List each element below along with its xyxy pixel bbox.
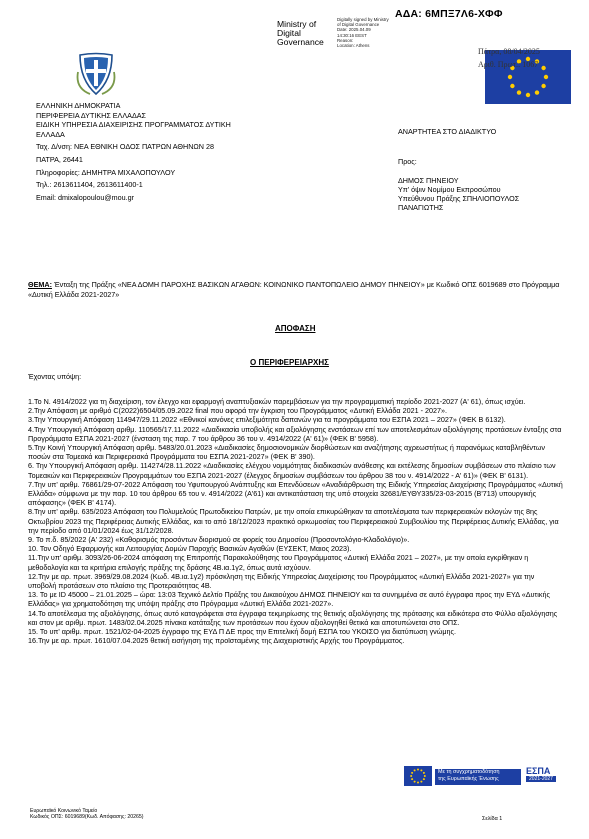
- protocol-date: Πάτρα, 08/04/2025: [478, 47, 540, 56]
- sender-phone: Τηλ.: 2613611404, 2613611400-1: [36, 180, 143, 190]
- sender-line: ΕΛΛΑΔΑ: [36, 129, 65, 139]
- cofunding-logo: [404, 766, 572, 794]
- ministry-line: Digital: [277, 28, 301, 38]
- recipient-line: Υπεύθυνου Πράξης ΣΠΗΛΙΟΠΟΥΛΟΣ: [398, 194, 520, 203]
- ministry-line: Governance: [277, 37, 324, 47]
- eu-flag: [485, 50, 571, 104]
- sender-line: ΕΛΛΗΝΙΚΗ ΔΗΜΟΚΡΑΤΙΑ: [36, 101, 121, 110]
- recipient-line: ΠΑΝΑΓΙΩΤΗΣ: [398, 203, 444, 212]
- recipient-line: Υπ' όψιν Νομίμου Εκπροσώπου: [398, 185, 501, 194]
- sender-address: Ταχ. Δ/νση: ΝΕΑ ΕΘΝΙΚΗ ΟΔΟΣ ΠΑΤΡΩΝ ΑΘΗΝΩΝ 28: [36, 142, 214, 152]
- sender-info: Πληροφορίες: ΔΗΜΗΤΡΑ ΜΙΧΑΛΟΠΟΥΛΟΥ: [36, 167, 176, 177]
- eu-mini-flag-icon: [404, 766, 432, 786]
- sender-block: [36, 101, 306, 202]
- digital-signature: [337, 17, 389, 48]
- list-item: 6. Την Υπουργική Απόφαση αριθμ. 114274/28.11.2022 «Διαδικασίες ελέγχου νομιμότητας διαδικασιών ανάθεσης και εκτέλεσης δημοσίων συμβάσεων στο πλαίσιο των Τομεακών και Περιφερειακών Προγραμμάτων του ΕΣΠΑ 2021-2027 (έλεγχος δημοσίων συμβάσεων του άρθρου 38 του ν. 4914/2022 - Α' 61)» (ΦΕΚ Β' 6131).: [28, 461, 556, 480]
- cofunding-line: της Ευρωπαϊκής Ένωσης: [438, 776, 499, 782]
- ada-code: ΑΔΑ: 6ΜΠΞ7Λ6-ΧΦΦ: [395, 8, 503, 20]
- footer-info: [30, 808, 143, 821]
- ministry-label: [277, 20, 324, 47]
- list-item: 14.Το αποτέλεσμα της αξιολόγησης, όπως αυτό καταγράφεται στα έγγραφα τεκμηρίωσης της θετικής αξιολόγησης της πρότασης και ειδικότερα στο Φύλλο αξιολόγησης και στον με αριθμ. πρωτ. 1483/02.04.2025 πίνακα κατάταξης των προτάσεων που έχουν αξιολογηθεί θετικά και αποτυπώνεται στο ΟΠΣ.: [28, 608, 558, 627]
- decision-heading: ΑΠΟΦΑΣΗ: [275, 324, 316, 333]
- espa-logo: [526, 766, 572, 790]
- sender-email: Email: dmixalopoulou@mou.gr: [36, 192, 134, 202]
- recipient-label: Προς:: [398, 157, 417, 166]
- list-item: 11.Την υπ' αριθμ. 3093/26-06-2024 απόφαση της Επιτροπής Παρακολούθησης του Προγράμματος «Δυτική Ελλάδα 2021 – 2027», με την οποία εγκρίθηκαν η μεθοδολογία και τα κριτήρια επιλογής πράξης της δράσης 4Β.ια.1γ2, όπως αυτά ισχύουν.: [28, 553, 529, 572]
- signature-line: Location: Athens: [337, 43, 370, 49]
- list-item: 3.Την Υπουργική Απόφαση 114947/29.11.2022 «Εθνικοί κανόνες επιλεξιμότητα δαπανών για τα προγράμματα του ΕΣΠΑ 2021 – 2027» (ΦΕΚ Β 6132).: [28, 415, 506, 425]
- signature-line: Reason:: [337, 37, 354, 43]
- subject: [28, 280, 573, 299]
- protocol-number: Αριθ. Πρωτ.: 1067: [478, 60, 539, 69]
- list-item: 12.Την με αρ. πρωτ. 3969/29.08.2024 (Κωδ. 4Β.ια.1γ2) πρόσκληση της Ειδικής Υπηρεσίας Διαχείρισης του Προγράμματος «Δυτική Ελλάδα 2021-2027» για την υποβολή προτάσεων στο πλαίσιο της Προτεραιότητας 4Β.: [28, 571, 535, 591]
- recipient-line: ΔΗΜΟΣ ΠΗΝΕΙΟΥ: [398, 176, 459, 185]
- ministry-line: Ministry of: [277, 19, 317, 29]
- cofunding-text-box: [435, 769, 521, 785]
- list-item: 9. Το π.δ. 85/2022 (Α' 232) «Καθορισμός προσόντων διορισμού σε φορείς του Δημοσίου (Προσοντολόγιο-Κλαδολόγιο)».: [28, 535, 410, 545]
- cofunding-line: Με τη συγχρηματοδότηση: [438, 769, 500, 775]
- footer-line: Κωδικός ΟΠΣ: 6019689(Κωδ. Απόφασης: 20265): [30, 814, 144, 821]
- list-item: 10. Τον Οδηγό Εφαρμογής και Λειτουργίας Δομών Παροχής Βασικών Αγαθών (ΕΥΣΕΚΤ, Μαιος 2023).: [28, 544, 352, 554]
- list-item: 2.Την Απόφαση με αριθμό C(2022)6504/05.09.2022 final που αφορά την έγκριση του Προγράμματος «Δυτική Ελλάδα 2021 - 2027».: [28, 406, 447, 416]
- list-item: 1.Το Ν. 4914/2022 για τη διαχείριση, τον έλεγχο και εφαρμογή αναπτυξιακών παρεμβάσεων για την προγραμματική περίοδο 2021-2027 (Α' 61), όπως ισχύει.: [28, 397, 526, 406]
- signature-line: 14:30:16 EEST: [337, 32, 367, 38]
- greek-emblem-icon: [76, 52, 116, 97]
- list-item: 13. Το με ID 45000 – 21.01.2025 – ώρα: 13:03 Τεχνικό Δελτίο Πράξης του Δικαιούχου ΔΗΜΟΣ ΠΗΝΕΙΟΥ και τα συνημμένα σε αυτό έγγραφα προς την ΕΥΔ «Δυτικής Ελλάδας» για χρηματοδότηση της υπόψη πράξης στο Πρόγραμμα «Δυτική Ελλάδα 2021-2027».: [28, 590, 550, 609]
- list-item: 15. Το υπ' αριθμ. πρωτ. 1521/02-04-2025 έγγραφο της ΕΥΔ Π ΔΕ προς την Επιτελική δομή ΕΣΠΑ του ΥΚΟΙΣΟ για διατύπωση γνώμης.: [28, 627, 456, 637]
- espa-years: 2021-2027: [526, 776, 556, 782]
- sender-line: ΕΙΔΙΚΗ ΥΠΗΡΕΣΙΑ ΔΙΑΧΕΙΡΙΣΗΣ ΠΡΟΓΡΑΜΜΑΤΟΣ ΔΥΤΙΚΗ: [36, 120, 231, 130]
- list-item: 4.Την Υπουργική Απόφαση αριθμ. 110565/17.11.2022 «Διαδικασία υποβολής και αξιολόγησης ενστάσεων επί των αποτελεσμάτων αξιολόγησης προτάσεων ένταξης στα Προγράμματα ΕΣΠΑ 2021-2027 (ένσταση της παρ. 7 του άρθρου 36 του ν. 4914/2022 (Α' 61)» (ΦΕΚ Β' 5958).: [28, 424, 562, 443]
- list-item: 16.Την με αρ. πρωτ. 1610/07.04.2025 θετική εισήγηση της προϊσταμένης της Διαχειριστικής Αρχής του Προγράμματος.: [28, 636, 405, 646]
- signature-line: of Digital Governance: [337, 22, 380, 28]
- signature-line: Date: 2025.04.09: [337, 27, 371, 33]
- subject-text: Ένταξη της Πράξης «ΝΕΑ ΔΟΜΗ ΠΑΡΟΧΗΣ ΒΑΣΙΚΩΝ ΑΓΑΘΩΝ: ΚΟΙΝΩΝΙΚΟ ΠΑΝΤΟΠΩΛΕΙΟ ΔΗΜΟΥ ΠΗΝΕΙΟΥ» με Κωδικό ΟΠΣ 6019689 στο Πρόγραμμα «Δυτική Ελλάδα 2021-2027»: [28, 280, 560, 299]
- sender-line: ΠΕΡΙΦΕΡΕΙΑ ΔΥΤΙΚΗΣ ΕΛΛΑΔΑΣ: [36, 110, 146, 120]
- post-online-label: ΑΝΑΡΤΗΤΕΑ ΣΤΟ ΔΙΑΔΙΚΤΥΟ: [398, 127, 497, 136]
- list-item: 5.Την Κοινή Υπουργική Απόφαση αριθμ. 5483/20.01.2023 «Διαδικασίες δημοσιονομικών διορθώσεων και αναζήτησης αχρεωστήτως ή παρανόμως καταβληθέντων ποσών στα Τομεακά και Περιφερειακά Προγράμματα του ΕΣΠΑ 2021-2027» (ΦΕΚ Β' 390).: [28, 443, 545, 462]
- signature-line: Digitally signed by Ministry: [337, 17, 389, 22]
- list-item: 8.Την υπ' αριθμ. 635/2023 Απόφαση του Πολυμελούς Πρωτοδικείου Πατρών, με την οποία επικυρώθηκαν τα αποτελέσματα των περιφερειακών εκλογών της 8ης Οκτωβρίου 2023 της Περιφέρειας Δυτικής Ελλάδας, και το από 18/12/2023 πρακτικό ορκωμοσίας του Περιφερειακού Συμβουλίου της Περιφέρειας Δυτικής Ελλάδας, για την περίοδο από 01/01/2024 έως 31/12/2028.: [28, 507, 559, 535]
- list-item: 7.Την υπ' αριθμ. 76861/29-07-2022 Απόφαση του Υφυπουργού Ανάπτυξης και Επενδύσεων «Αναδιάρθρωση της Ειδικής Υπηρεσίας Διαχείρισης Προγράμματος «Δυτική Ελλάδα» σύμφωνα με την παρ. 10 του άρθρου 65 του ν. 4914/2022 (Α'61) και αντικατάσταση της υπό στοιχεία 32681/ΕΥΘΥ335/23-03-2015 (Β'713) υπουργικής απόφασης» (ΦΕΚ Β' 4174).: [28, 479, 563, 508]
- regional-governor-heading: Ο ΠΕΡΙΦΕΡΕΙΑΡΧΗΣ: [250, 358, 329, 367]
- espa-label: ΕΣΠΑ: [526, 766, 551, 776]
- recipient-block: [398, 176, 583, 212]
- footer-line: Ευρωπαϊκό Κοινωνικό Ταμείο: [30, 808, 98, 814]
- sender-city: ΠΑΤΡΑ, 26441: [36, 154, 83, 164]
- eu-stars-icon: [485, 50, 571, 104]
- subject-label: ΘΕΜΑ:: [28, 280, 52, 289]
- considering-label: Έχοντας υπόψη:: [28, 372, 82, 381]
- considerations-list: [28, 397, 563, 645]
- page-number: Σελίδα 1: [482, 816, 503, 822]
